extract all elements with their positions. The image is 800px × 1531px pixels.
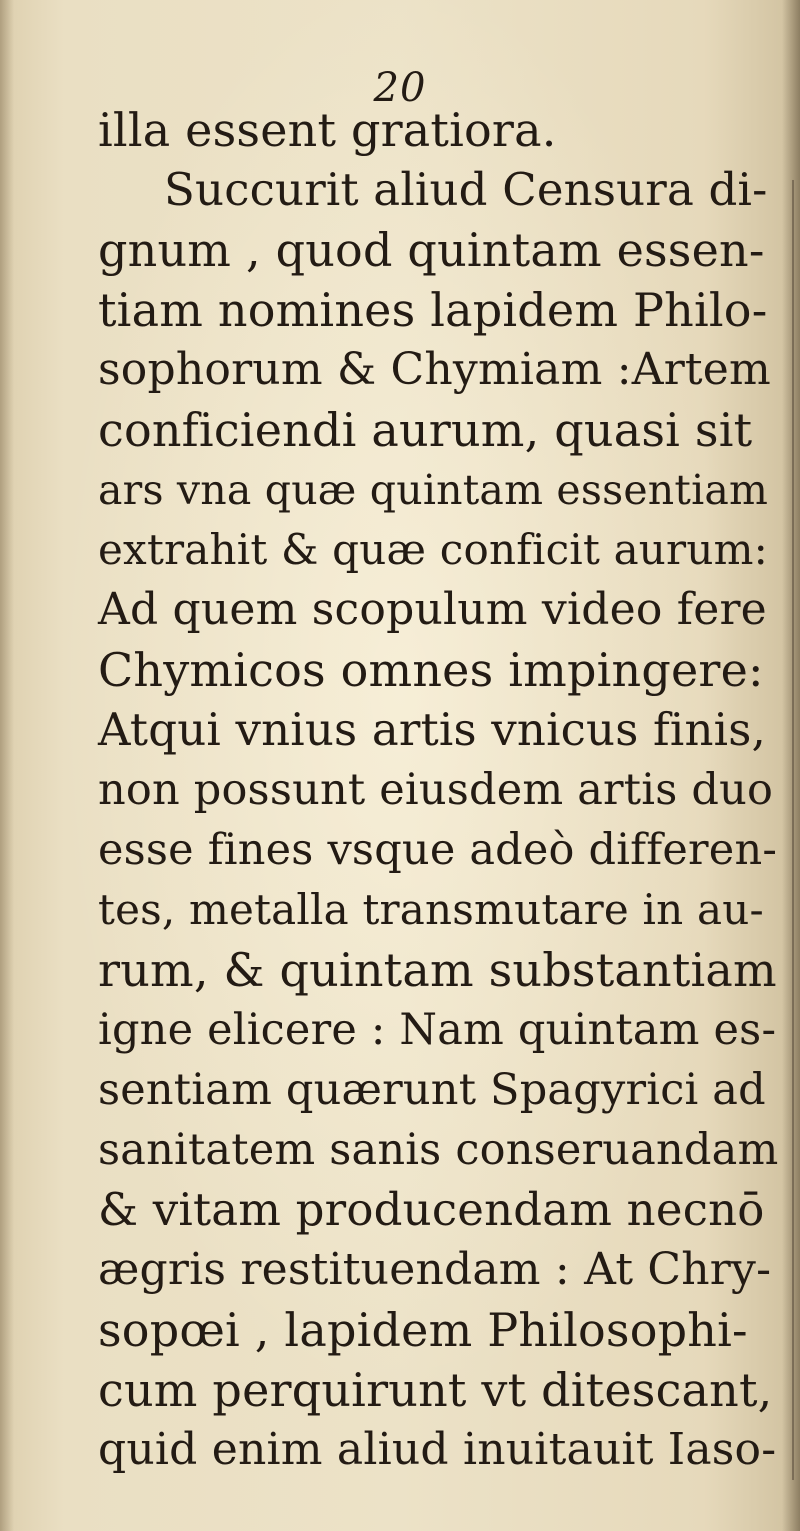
text-line: rum, & quintam substantiam (98, 943, 777, 997)
text-line: gnum , quod quintam essen- (98, 223, 765, 277)
text-line: tiam nomines lapidem Philo- (98, 283, 768, 337)
text-line: & vitam producendam necnō (98, 1183, 765, 1236)
text-line: sophorum & Chymiam :Artem (98, 344, 771, 395)
text-line: Atqui vnius artis vnicus finis, (98, 703, 767, 756)
text-line: conficiendi aurum, quasi sit (98, 403, 753, 457)
text-line: sopœi , lapidem Philosophi- (98, 1303, 748, 1357)
text-line: extrahit & quæ conficit aurum: (98, 525, 768, 574)
text-line: illa essent gratiora. (98, 103, 557, 157)
text-line: quid enim aliud inuitauit Iaso- (98, 1424, 777, 1475)
page-edge-shadow (782, 0, 800, 1531)
page-edge-line (792, 180, 794, 1480)
text-line: non possunt eiusdem artis duo (98, 765, 774, 815)
page-number: 20 (373, 65, 427, 111)
text-line: ægris restituendam : At Chry- (98, 1244, 772, 1295)
text-line: sentiam quærunt Spagyrici ad (98, 1065, 766, 1115)
text-line: sanitatem sanis conseruandam (98, 1125, 779, 1175)
text-line: Ad quem scopulum video fere (98, 584, 767, 635)
text-line: Chymicos omnes impingere: (98, 643, 764, 697)
page-gutter-shadow (0, 0, 14, 1531)
text-line: Succurit aliud Censura di- (164, 163, 768, 216)
text-line: cum perquirunt vt ditescant, (98, 1363, 773, 1417)
text-line: ars vna quæ quintam essentiam (98, 466, 769, 514)
text-line: esse fines vsque adeò differen- (98, 825, 778, 875)
text-line: igne elicere : Nam quintam es- (98, 1005, 777, 1055)
body-text (98, 100, 778, 1480)
text-line: tes, metalla transmutare in au- (98, 885, 764, 934)
